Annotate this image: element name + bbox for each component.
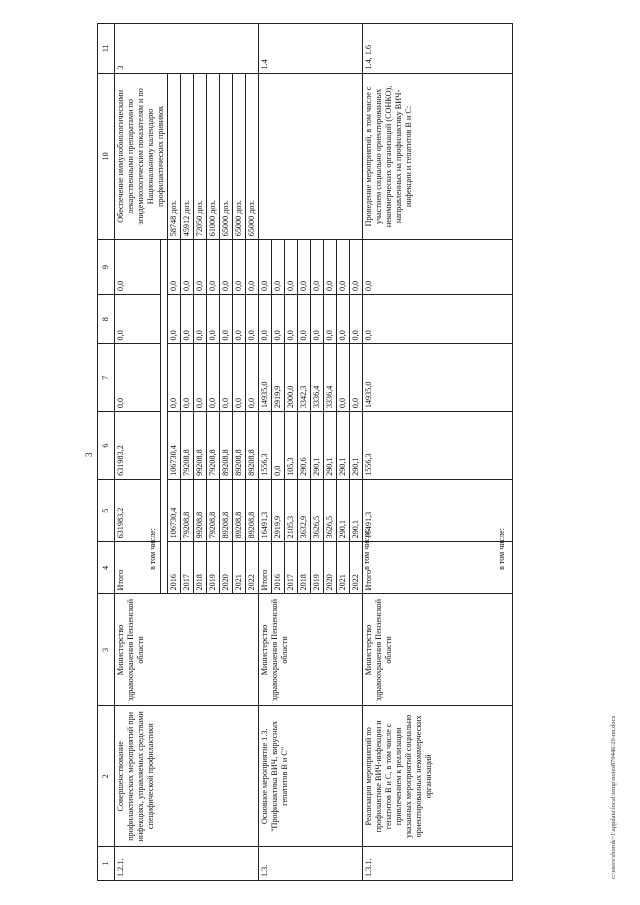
value: 0,0 (233, 294, 246, 343)
value: 0,0 (350, 344, 363, 412)
activity-name: Реализация мероприятий по профилактике ВИЧ-инфекции и гепатитов В и С, в том числе с привлечением к реализации указанных мероприятий социально ориентированных некоммерческих организаций (363, 706, 513, 847)
value: 0,0 (298, 240, 311, 295)
value: 106730,4 (168, 479, 181, 542)
column-number: 4 (98, 542, 115, 594)
value: 290,1 (337, 412, 350, 480)
value: 0,0 (168, 240, 181, 295)
total-value: 0,0 (115, 344, 161, 412)
total-value: 0,0 (115, 240, 161, 295)
value: 3632,9 (298, 479, 311, 542)
total-value: 1556,3 (259, 412, 272, 480)
indicator-link: 1.4, 1.6 (363, 24, 513, 74)
item-number: 1.3. (259, 847, 363, 881)
page-number: 3 (84, 452, 94, 457)
total-value: 631983,2 (115, 479, 161, 542)
indicator-value: 65000 доз. (220, 73, 233, 240)
value: 79208,8 (207, 412, 220, 480)
total-label: Итого (363, 542, 513, 594)
value: 0,0 (298, 294, 311, 343)
value: 0,0 (194, 344, 207, 412)
value: 3626,5 (311, 479, 324, 542)
column-number: 9 (98, 240, 115, 295)
column-number-row (98, 24, 115, 881)
value: 0,0 (272, 412, 285, 480)
activity-name: Основное мероприятие 1.3. "Профилактика ВИЧ, вирусных гепатитов В и С" (259, 706, 363, 847)
value: 0,0 (181, 294, 194, 343)
value: 0,0 (337, 240, 350, 295)
program-table (97, 23, 513, 881)
total-value: 0,0 (259, 240, 272, 295)
value: 89208,8 (233, 412, 246, 480)
footer-file-path: c:\users\shorok~1\appdata\local\temp\notes879446\20-nn.docx (610, 715, 617, 879)
value: 99208,8 (194, 479, 207, 542)
indicator-value: 65000 доз. (246, 73, 259, 240)
value: 0,0 (207, 294, 220, 343)
year: 2021 (337, 542, 350, 594)
value: 0,0 (311, 294, 324, 343)
value: 290,1 (350, 412, 363, 480)
year: 2019 (311, 542, 324, 594)
column-number: 3 (98, 594, 115, 706)
total-value: 14935,0 (363, 344, 513, 412)
year: 2022 (350, 542, 363, 594)
total-label: Итого (259, 542, 272, 594)
value: 79208,8 (207, 479, 220, 542)
total-value: 14935,0 (259, 344, 272, 412)
indicator-text: Обеспечение иммунобиологическими лекарственными препаратами по эпидемиологическим показателям и по Национальному календарю профилактических прививок (115, 73, 168, 240)
value: 79208,8 (181, 479, 194, 542)
value: 3336,4 (311, 344, 324, 412)
value: 89208,8 (233, 479, 246, 542)
indicator-text (259, 73, 363, 240)
year: 2018 (194, 542, 207, 594)
value: 2919,9 (272, 344, 285, 412)
year: 2019 (207, 542, 220, 594)
value: 3336,4 (324, 344, 337, 412)
indicator-value: 45912 доз. (181, 73, 194, 240)
total-label: Итого (115, 542, 161, 594)
value: 0,0 (220, 294, 233, 343)
indicator-value: 65000 доз. (233, 73, 246, 240)
column-number: 11 (98, 24, 115, 74)
year: 2016 (272, 542, 285, 594)
value: 2000,0 (285, 344, 298, 412)
total-value: 16491,3 (363, 479, 513, 542)
value: 0,0 (194, 294, 207, 343)
value: 0,0 (285, 294, 298, 343)
value: 0,0 (311, 240, 324, 295)
value: 0,0 (207, 240, 220, 295)
value: 0,0 (246, 344, 259, 412)
value: 0,0 (207, 344, 220, 412)
column-number: 5 (98, 479, 115, 542)
year: 2021 (233, 542, 246, 594)
year: 2022 (246, 542, 259, 594)
year: 2017 (285, 542, 298, 594)
indicator-value: 72050 доз. (194, 73, 207, 240)
value: 0,0 (181, 240, 194, 295)
in-total-caption: в том числе: (362, 528, 371, 570)
value: 89208,8 (246, 479, 259, 542)
indicator-value: 58748 доз. (168, 73, 181, 240)
value: 2105,3 (285, 479, 298, 542)
executor: Министерство здравоохранения Пензенской области (363, 594, 513, 706)
value: 0,0 (337, 344, 350, 412)
value: 0,0 (350, 240, 363, 295)
table-row (363, 24, 513, 881)
value: 290,1 (350, 479, 363, 542)
value: 290,1 (311, 412, 324, 480)
total-value: 1556,3 (363, 412, 513, 480)
value: 0,0 (272, 294, 285, 343)
value: 0,0 (181, 344, 194, 412)
item-number: 1.3.1. (363, 847, 513, 881)
table-row (115, 24, 161, 881)
in-total-caption: в том числе: (148, 528, 157, 570)
value: 89208,8 (220, 412, 233, 480)
value: 0,0 (324, 294, 337, 343)
indicator-text: Проведение мероприятий, в том числе с участием социально ориентированных некоммерческих организаций (СОНКО), направленных на профилактику ВИЧ-инфекции и гепатитов В и С: (363, 73, 513, 240)
value: 79208,8 (181, 412, 194, 480)
value: 0,0 (168, 294, 181, 343)
value: 105,3 (285, 412, 298, 480)
year: 2018 (298, 542, 311, 594)
value: 106730,4 (168, 412, 181, 480)
item-number: 1.2.1. (115, 847, 259, 881)
value: 0,0 (194, 240, 207, 295)
value: 0,0 (337, 294, 350, 343)
total-value: 0,0 (363, 240, 513, 295)
year: 2016 (168, 542, 181, 594)
value: 0,0 (233, 240, 246, 295)
value: 0,0 (246, 240, 259, 295)
indicator-link: 3 (115, 24, 259, 74)
value: 290,1 (337, 479, 350, 542)
year: 2020 (324, 542, 337, 594)
indicator-link: 1.4 (259, 24, 363, 74)
table-row (259, 24, 272, 881)
value: 290,1 (324, 412, 337, 480)
total-value: 0,0 (259, 294, 272, 343)
column-number: 2 (98, 706, 115, 847)
value: 3342,3 (298, 344, 311, 412)
year: 2020 (220, 542, 233, 594)
column-number: 1 (98, 847, 115, 881)
executor: Министерство здравоохранения Пензенской области (259, 594, 363, 706)
column-number: 7 (98, 344, 115, 412)
value: 0,0 (220, 240, 233, 295)
value: 2919,9 (272, 479, 285, 542)
year: 2017 (181, 542, 194, 594)
value: 290,6 (298, 412, 311, 480)
value: 0,0 (285, 240, 298, 295)
value: 0,0 (246, 294, 259, 343)
value: 3626,5 (324, 479, 337, 542)
column-number: 10 (98, 73, 115, 240)
total-value: 0,0 (363, 294, 513, 343)
executor: Министерство здравоохранения Пензенской области (115, 594, 259, 706)
total-value: 16491,3 (259, 479, 272, 542)
value: 0,0 (324, 240, 337, 295)
value: 89208,8 (246, 412, 259, 480)
value: 0,0 (272, 240, 285, 295)
activity-name: Совершенствование профилактических мероприятий при инфекциях, управляемых средствами специфической профилактики (115, 706, 259, 847)
column-number: 6 (98, 412, 115, 480)
value: 0,0 (168, 344, 181, 412)
total-value: 631983,2 (115, 412, 161, 480)
value: 89208,8 (220, 479, 233, 542)
total-value: 0,0 (115, 294, 161, 343)
column-number: 8 (98, 294, 115, 343)
indicator-value: 61000 доз. (207, 73, 220, 240)
value: 99208,8 (194, 412, 207, 480)
value: 0,0 (220, 344, 233, 412)
in-total-caption: в том числе: (497, 528, 506, 570)
value: 0,0 (233, 344, 246, 412)
value: 0,0 (350, 294, 363, 343)
